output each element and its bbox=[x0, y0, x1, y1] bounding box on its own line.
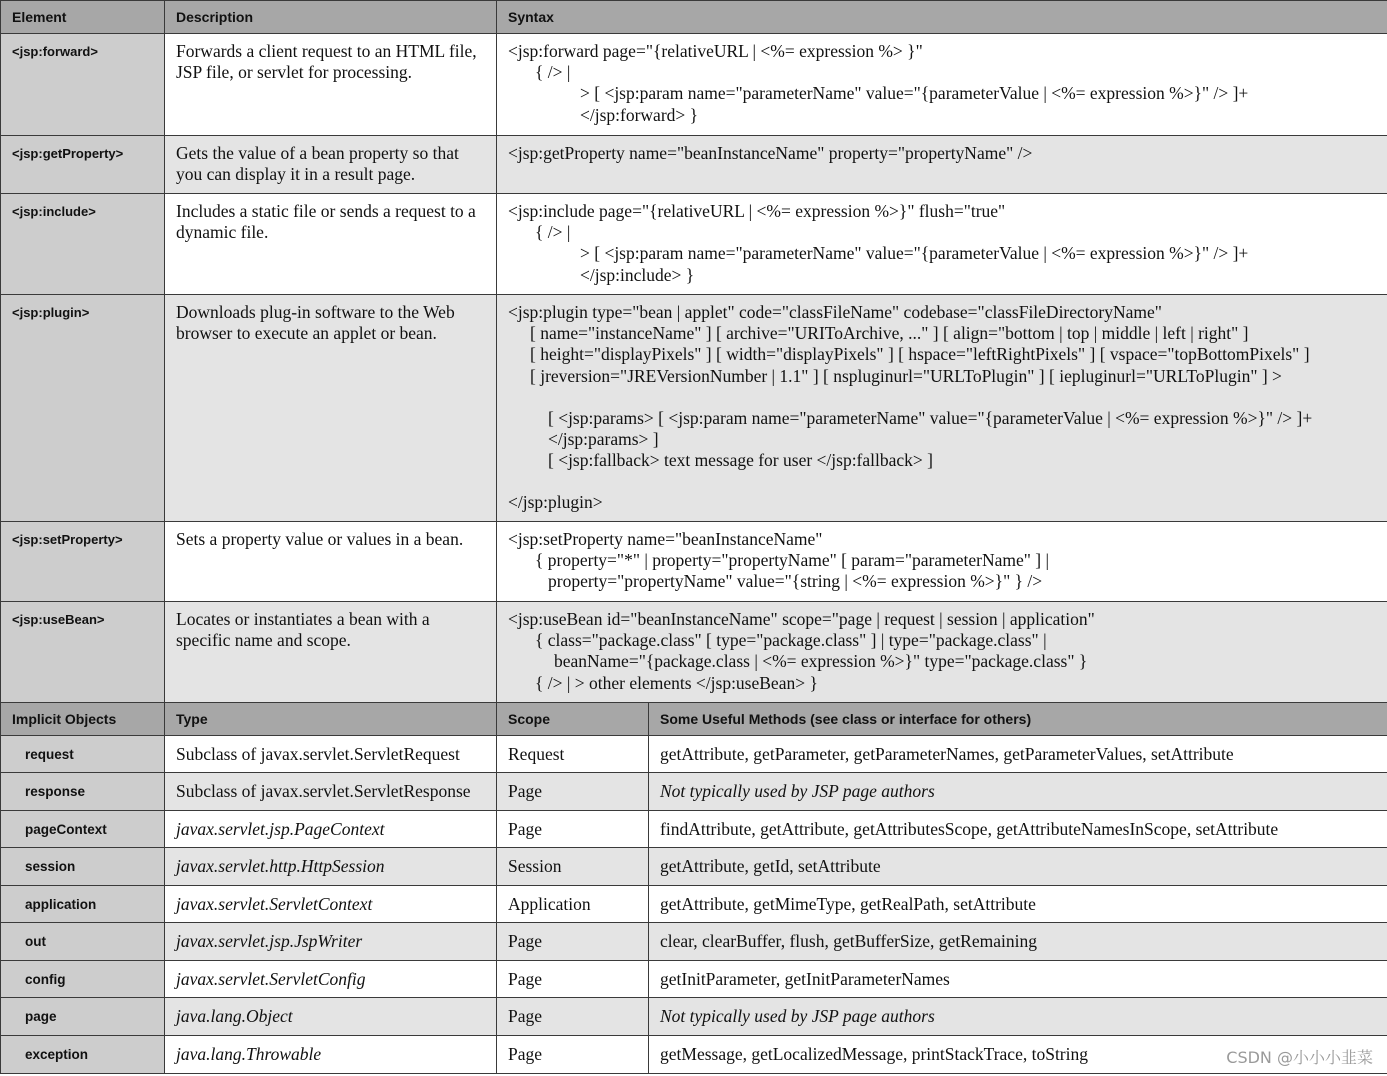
implicit-header-label: Implicit Objects bbox=[1, 703, 165, 736]
implicit-methods: Not typically used by JSP page authors bbox=[649, 773, 1387, 811]
implicit-scope: Session bbox=[497, 848, 649, 886]
element-syntax bbox=[497, 194, 1387, 295]
header-element: Element bbox=[1, 1, 165, 34]
syntax-line: property="propertyName" value="{string | <%= expression %>}" } /> bbox=[548, 571, 1043, 592]
implicit-type: java.lang.Throwable bbox=[165, 1036, 497, 1074]
element-description: Sets a property value or values in a bean. bbox=[165, 522, 497, 602]
syntax-line: </jsp:forward> } bbox=[580, 104, 699, 125]
element-description: Gets the value of a bean property so that you can display it in a result page. bbox=[165, 136, 497, 194]
element-row-forward bbox=[1, 34, 1387, 136]
syntax-line: <jsp:getProperty name="beanInstanceName" property="propertyName" /> bbox=[508, 143, 1033, 163]
header-description: Description bbox=[165, 1, 497, 34]
implicit-name: response bbox=[1, 773, 165, 811]
implicit-methods: getMessage, getLocalizedMessage, printStackTrace, toString bbox=[649, 1036, 1387, 1074]
syntax-line: [ <jsp:params> [ <jsp:param name="parameterName" value="{parameterValue | <%= expression %>}" /> ]+ bbox=[548, 407, 1313, 428]
implicit-row bbox=[1, 961, 1387, 998]
implicit-name: page bbox=[1, 998, 165, 1036]
implicit-methods: getAttribute, getParameter, getParameterNames, getParameterValues, setAttribute bbox=[649, 736, 1387, 773]
element-syntax bbox=[497, 602, 1387, 703]
element-description: Downloads plug-in software to the Web browser to execute an applet or bean. bbox=[165, 295, 497, 522]
syntax-line: <jsp:setProperty name="beanInstanceName" bbox=[508, 529, 823, 549]
implicit-row bbox=[1, 848, 1387, 886]
syntax-line: > [ <jsp:param name="parameterName" value="{parameterValue | <%= expression %>}" /> ]+ bbox=[580, 83, 1249, 104]
implicit-type: Subclass of javax.servlet.ServletRequest bbox=[165, 736, 497, 773]
syntax-line: beanName="{package.class | <%= expression %>}" type="package.class" } bbox=[554, 651, 1088, 672]
syntax-line: { /> | bbox=[535, 222, 571, 243]
syntax-line: <jsp:plugin type="bean | applet" code="classFileName" codebase="classFileDirectoryName" bbox=[508, 302, 1162, 322]
syntax-line: { /> | bbox=[535, 62, 571, 83]
syntax-spacer bbox=[508, 387, 1383, 408]
syntax-line: <jsp:useBean id="beanInstanceName" scope="page | request | session | application" bbox=[508, 609, 1095, 629]
implicit-header-scope: Scope bbox=[497, 703, 649, 736]
implicit-type: javax.servlet.jsp.JspWriter bbox=[165, 923, 497, 961]
implicit-methods: clear, clearBuffer, flush, getBufferSize, getRemaining bbox=[649, 923, 1387, 961]
implicit-name: request bbox=[1, 736, 165, 773]
implicit-name: application bbox=[1, 886, 165, 923]
implicit-scope: Page bbox=[497, 961, 649, 998]
implicit-name: session bbox=[1, 848, 165, 886]
implicit-header-row bbox=[1, 703, 1387, 736]
implicit-row bbox=[1, 736, 1387, 773]
implicit-type: javax.servlet.http.HttpSession bbox=[165, 848, 497, 886]
syntax-line: { property="*" | property="propertyName" [ param="parameterName" ] | bbox=[535, 550, 1050, 571]
implicit-scope: Application bbox=[497, 886, 649, 923]
element-name: <jsp:include> bbox=[1, 194, 165, 295]
syntax-line: { /> | > other elements </jsp:useBean> } bbox=[535, 672, 818, 693]
syntax-line: <jsp:forward page="{relativeURL | <%= expression %> }" bbox=[508, 41, 923, 61]
syntax-line: <jsp:include page="{relativeURL | <%= expression %>}" flush="true" bbox=[508, 201, 1006, 221]
element-row-setproperty bbox=[1, 522, 1387, 602]
syntax-line: </jsp:plugin> bbox=[508, 492, 603, 513]
implicit-scope: Page bbox=[497, 773, 649, 811]
implicit-scope: Page bbox=[497, 811, 649, 848]
element-row-include bbox=[1, 194, 1387, 295]
syntax-line: [ height="displayPixels" ] [ width="displayPixels" ] [ hspace="leftRightPixels" ] [ vspace="topBottomPixels" ] bbox=[530, 344, 1310, 365]
syntax-line: { class="package.class" [ type="package.class" ] | type="package.class" | bbox=[535, 630, 1047, 651]
implicit-name: config bbox=[1, 961, 165, 998]
element-syntax bbox=[497, 295, 1387, 522]
implicit-name: pageContext bbox=[1, 811, 165, 848]
element-description: Forwards a client request to an HTML file, JSP file, or servlet for processing. bbox=[165, 34, 497, 136]
element-name: <jsp:forward> bbox=[1, 34, 165, 136]
implicit-row bbox=[1, 998, 1387, 1036]
implicit-name: exception bbox=[1, 1036, 165, 1074]
implicit-row bbox=[1, 1036, 1387, 1074]
syntax-line: </jsp:params> ] bbox=[548, 429, 659, 450]
implicit-methods: findAttribute, getAttribute, getAttributesScope, getAttributeNamesInScope, setAttribute bbox=[649, 811, 1387, 848]
implicit-scope: Page bbox=[497, 1036, 649, 1074]
implicit-type: javax.servlet.jsp.PageContext bbox=[165, 811, 497, 848]
header-row bbox=[1, 1, 1387, 34]
element-row-usebean bbox=[1, 602, 1387, 703]
element-row-getproperty bbox=[1, 136, 1387, 194]
implicit-methods: Not typically used by JSP page authors bbox=[649, 998, 1387, 1036]
element-syntax bbox=[497, 136, 1387, 194]
implicit-header-type: Type bbox=[165, 703, 497, 736]
syntax-line: [ <jsp:fallback> text message for user </jsp:fallback> ] bbox=[548, 450, 933, 471]
implicit-scope: Page bbox=[497, 998, 649, 1036]
implicit-type: java.lang.Object bbox=[165, 998, 497, 1036]
element-name: <jsp:useBean> bbox=[1, 602, 165, 703]
element-syntax bbox=[497, 522, 1387, 602]
implicit-header-methods: Some Useful Methods (see class or interface for others) bbox=[649, 703, 1387, 736]
element-name: <jsp:setProperty> bbox=[1, 522, 165, 602]
implicit-type: javax.servlet.ServletContext bbox=[165, 886, 497, 923]
syntax-spacer bbox=[508, 471, 1383, 492]
element-name: <jsp:getProperty> bbox=[1, 136, 165, 194]
syntax-line: > [ <jsp:param name="parameterName" value="{parameterValue | <%= expression %>}" /> ]+ bbox=[580, 243, 1249, 264]
element-description: Locates or instantiates a bean with a specific name and scope. bbox=[165, 602, 497, 703]
implicit-row bbox=[1, 923, 1387, 961]
syntax-line: </jsp:include> } bbox=[580, 264, 695, 285]
implicit-methods: getAttribute, getMimeType, getRealPath, setAttribute bbox=[649, 886, 1387, 923]
watermark: CSDN @小小小韭菜 bbox=[1226, 1048, 1373, 1067]
implicit-scope: Request bbox=[497, 736, 649, 773]
implicit-type: javax.servlet.ServletConfig bbox=[165, 961, 497, 998]
implicit-type: Subclass of javax.servlet.ServletResponse bbox=[165, 773, 497, 811]
element-syntax bbox=[497, 34, 1387, 136]
element-row-plugin bbox=[1, 295, 1387, 522]
implicit-methods: getInitParameter, getInitParameterNames bbox=[649, 961, 1387, 998]
implicit-methods: getAttribute, getId, setAttribute bbox=[649, 848, 1387, 886]
implicit-name: out bbox=[1, 923, 165, 961]
implicit-row bbox=[1, 773, 1387, 811]
syntax-line: [ name="instanceName" ] [ archive="URIToArchive, ..." ] [ align="bottom | top | middle | left | right" ] bbox=[530, 323, 1249, 344]
implicit-row bbox=[1, 886, 1387, 923]
implicit-scope: Page bbox=[497, 923, 649, 961]
element-name: <jsp:plugin> bbox=[1, 295, 165, 522]
implicit-row bbox=[1, 811, 1387, 848]
syntax-line: [ jreversion="JREVersionNumber | 1.1" ] [ nspluginurl="URLToPlugin" ] [ iepluginurl="URLToPlugin" ] > bbox=[530, 365, 1282, 386]
header-syntax: Syntax bbox=[497, 1, 1387, 34]
element-description: Includes a static file or sends a request to a dynamic file. bbox=[165, 194, 497, 295]
